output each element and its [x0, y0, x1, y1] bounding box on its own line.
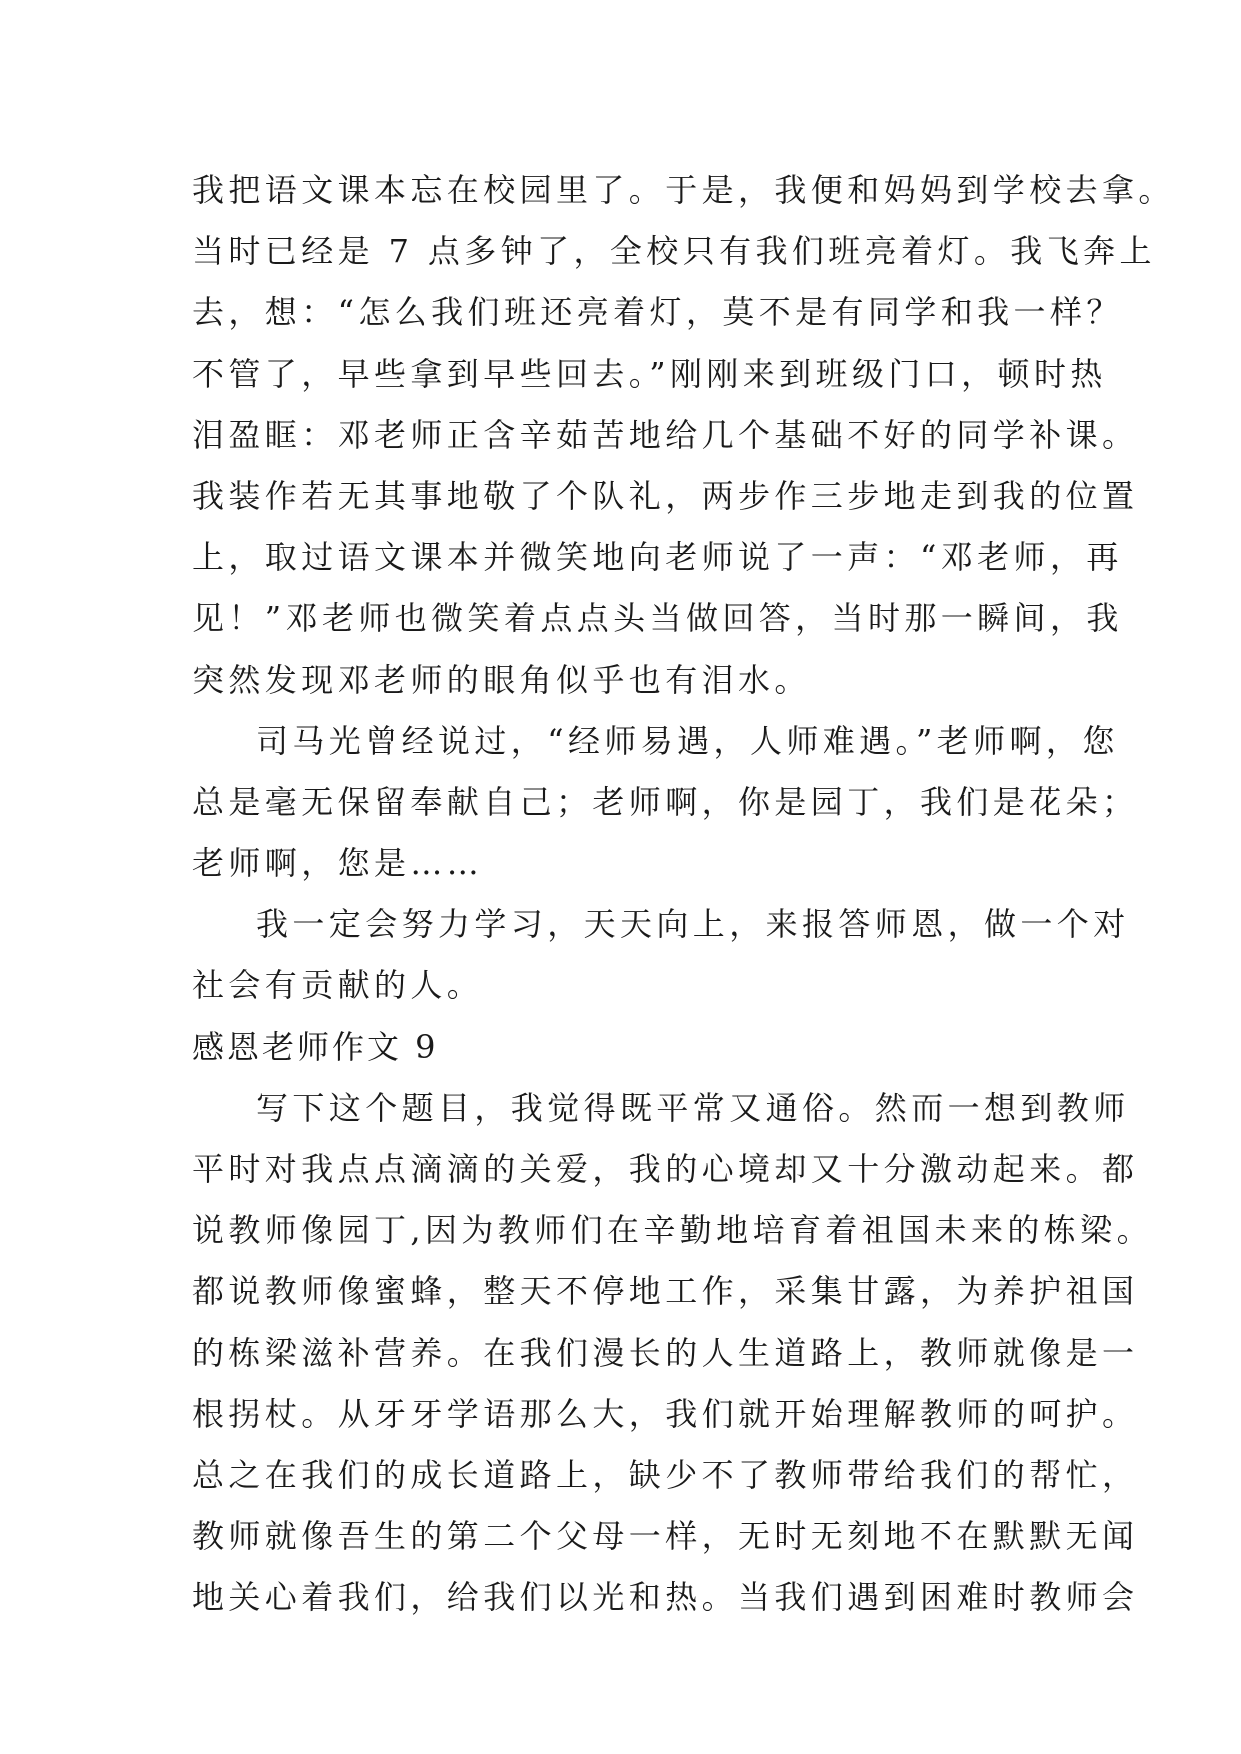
text-line: 突然发现邓老师的眼角似乎也有泪水。 [192, 660, 811, 699]
text-line: 当时已经是 7 点多钟了，全校只有我们班亮着灯。我飞奔上 [192, 232, 1156, 271]
text-line: 去，想：“怎么我们班还亮着灯，莫不是有同学和我一样？ [192, 293, 1123, 332]
text-line: 司马光曾经说过，“经师易遇，人师难遇。”老师啊，您 [256, 721, 1119, 760]
text-line: 都说教师像蜜蜂，整天不停地工作，采集甘露，为养护祖国 [192, 1272, 1139, 1311]
text-line: 我装作若无其事地敬了个队礼，两步作三步地走到我的位置 [192, 476, 1139, 515]
text-line: 不管了，早些拿到早些回去。”刚刚来到班级门口，顿时热 [192, 354, 1107, 393]
essay-heading: 感恩老师作文 9 [192, 1027, 439, 1066]
text-line: 上，取过语文课本并微笑地向老师说了一声：“邓老师，再 [192, 538, 1123, 577]
text-line: 地关心着我们，给我们以光和热。当我们遇到困难时教师会 [192, 1578, 1139, 1617]
text-line: 根拐杖。从牙牙学语那么大，我们就开始理解教师的呵护。 [192, 1394, 1139, 1433]
text-line: 老师啊，您是…… [192, 844, 484, 883]
text-line: 我一定会努力学习，天天向上，来报答师恩，做一个对 [256, 905, 1130, 944]
text-line: 平时对我点点滴滴的关爱，我的心境却又十分激动起来。都 [192, 1150, 1139, 1188]
text-line: 社会有贡献的人。 [192, 966, 484, 1005]
text-line: 总之在我们的成长道路上，缺少不了教师带给我们的帮忙， [192, 1455, 1139, 1494]
text-line: 说教师像园丁,因为教师们在辛勤地培育着祖国未来的栋梁。 [192, 1211, 1153, 1250]
text-line: 教师就像吾生的第二个父母一样，无时无刻地不在默默无闻 [192, 1517, 1139, 1556]
text-line: 的栋梁滋补营养。在我们漫长的人生道路上，教师就像是一 [192, 1333, 1139, 1372]
text-line: 我把语文课本忘在校园里了。于是，我便和妈妈到学校去拿。 [192, 171, 1175, 209]
essay-text-block [192, 160, 1175, 1629]
text-line: 总是毫无保留奉献自己；老师啊，你是园丁，我们是花朵； [192, 782, 1139, 821]
text-line: 写下这个题目，我觉得既平常又通俗。然而一想到教师 [256, 1088, 1130, 1127]
text-line: 见！”邓老师也微笑着点点头当做回答，当时那一瞬间，我 [192, 599, 1123, 638]
text-line: 泪盈眶：邓老师正含辛茹苦地给几个基础不好的同学补课。 [192, 415, 1139, 454]
